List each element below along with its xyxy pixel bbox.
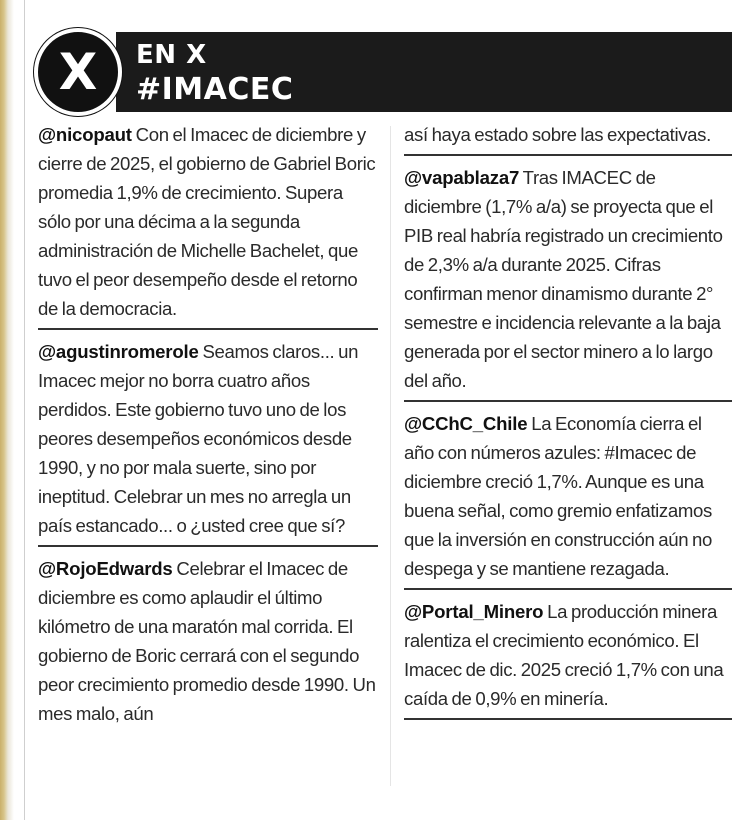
post-agustinromerole [38, 337, 378, 540]
post-separator [38, 328, 378, 330]
right-column [404, 120, 732, 727]
post-handle: @RojoEdwards [38, 558, 173, 579]
post-text: La Economía cierra el año con números azules: #Imacec de diciembre creció 1,7%. Aunque es una buena señal, como gremio enfatizamos que la inversión en construcción aún no despega y se mantiene rezagada. [404, 413, 713, 579]
left-column [38, 120, 378, 728]
x-logo-icon: X [34, 28, 122, 116]
post-handle: @agustinromerole [38, 341, 199, 362]
post-handle: @nicopaut [38, 124, 132, 145]
post-handle: @CChC_Chile [404, 413, 528, 434]
post-text: Seamos claros... un Imacec mejor no borra cuatro años perdidos. Este gobierno tuvo uno de los peores desempeños económicos desde 1990, y no por mala suerte, sino por ineptitud. Celebrar un mes no arregla un país estancado... o ¿usted cree que sí? [38, 341, 359, 536]
post-nicopaut [38, 120, 378, 323]
post-cchc-chile [404, 409, 732, 583]
post-separator [38, 545, 378, 547]
post-text: Con el Imacec de diciembre y cierre de 2025, el gobierno de Gabriel Boric promedia 1,9% de crecimiento. Supera sólo por una décima a la segunda administración de Michelle Bachelet, que tuvo el peor desempeño desde el retorno de la democracia. [38, 124, 376, 319]
post-portal-minero [404, 597, 732, 713]
column-divider [390, 126, 391, 786]
post-text: Tras IMACEC de diciembre (1,7% a/a) se proyecta que el PIB real habría registrado un crecimiento de 2,3% a/a durante 2025. Cifras confirman menor dinamismo durante 2° semestre e incidencia relevante a la baja generada por el sector minero a lo largo del año. [404, 167, 723, 391]
post-vapablaza7 [404, 163, 732, 395]
section-title: EN X [136, 40, 207, 70]
post-handle: @Portal_Minero [404, 601, 544, 622]
post-handle: @vapablaza7 [404, 167, 520, 188]
post-text: La producción minera ralentiza el crecimiento económico. El Imacec de dic. 2025 creció 1,7% con una caída de 0,9% en minería. [404, 601, 724, 709]
post-separator [404, 400, 732, 402]
post-separator [404, 588, 732, 590]
post-text: Celebrar el Imacec de diciembre es como aplaudir el último kilómetro de una maratón mal corrida. El gobierno de Boric cerrará con el segundo peor crecimiento promedio desde 1990. Un mes malo, aún [38, 558, 376, 724]
post-continuation: así haya estado sobre las expectativas. [404, 124, 711, 145]
section-hashtag: #IMACEC [136, 72, 294, 107]
post-separator [404, 718, 732, 720]
page-margin-rule [24, 0, 25, 820]
post-rojoedwards [38, 554, 378, 728]
adjacent-page-edge [0, 0, 14, 820]
post-separator [404, 154, 732, 156]
